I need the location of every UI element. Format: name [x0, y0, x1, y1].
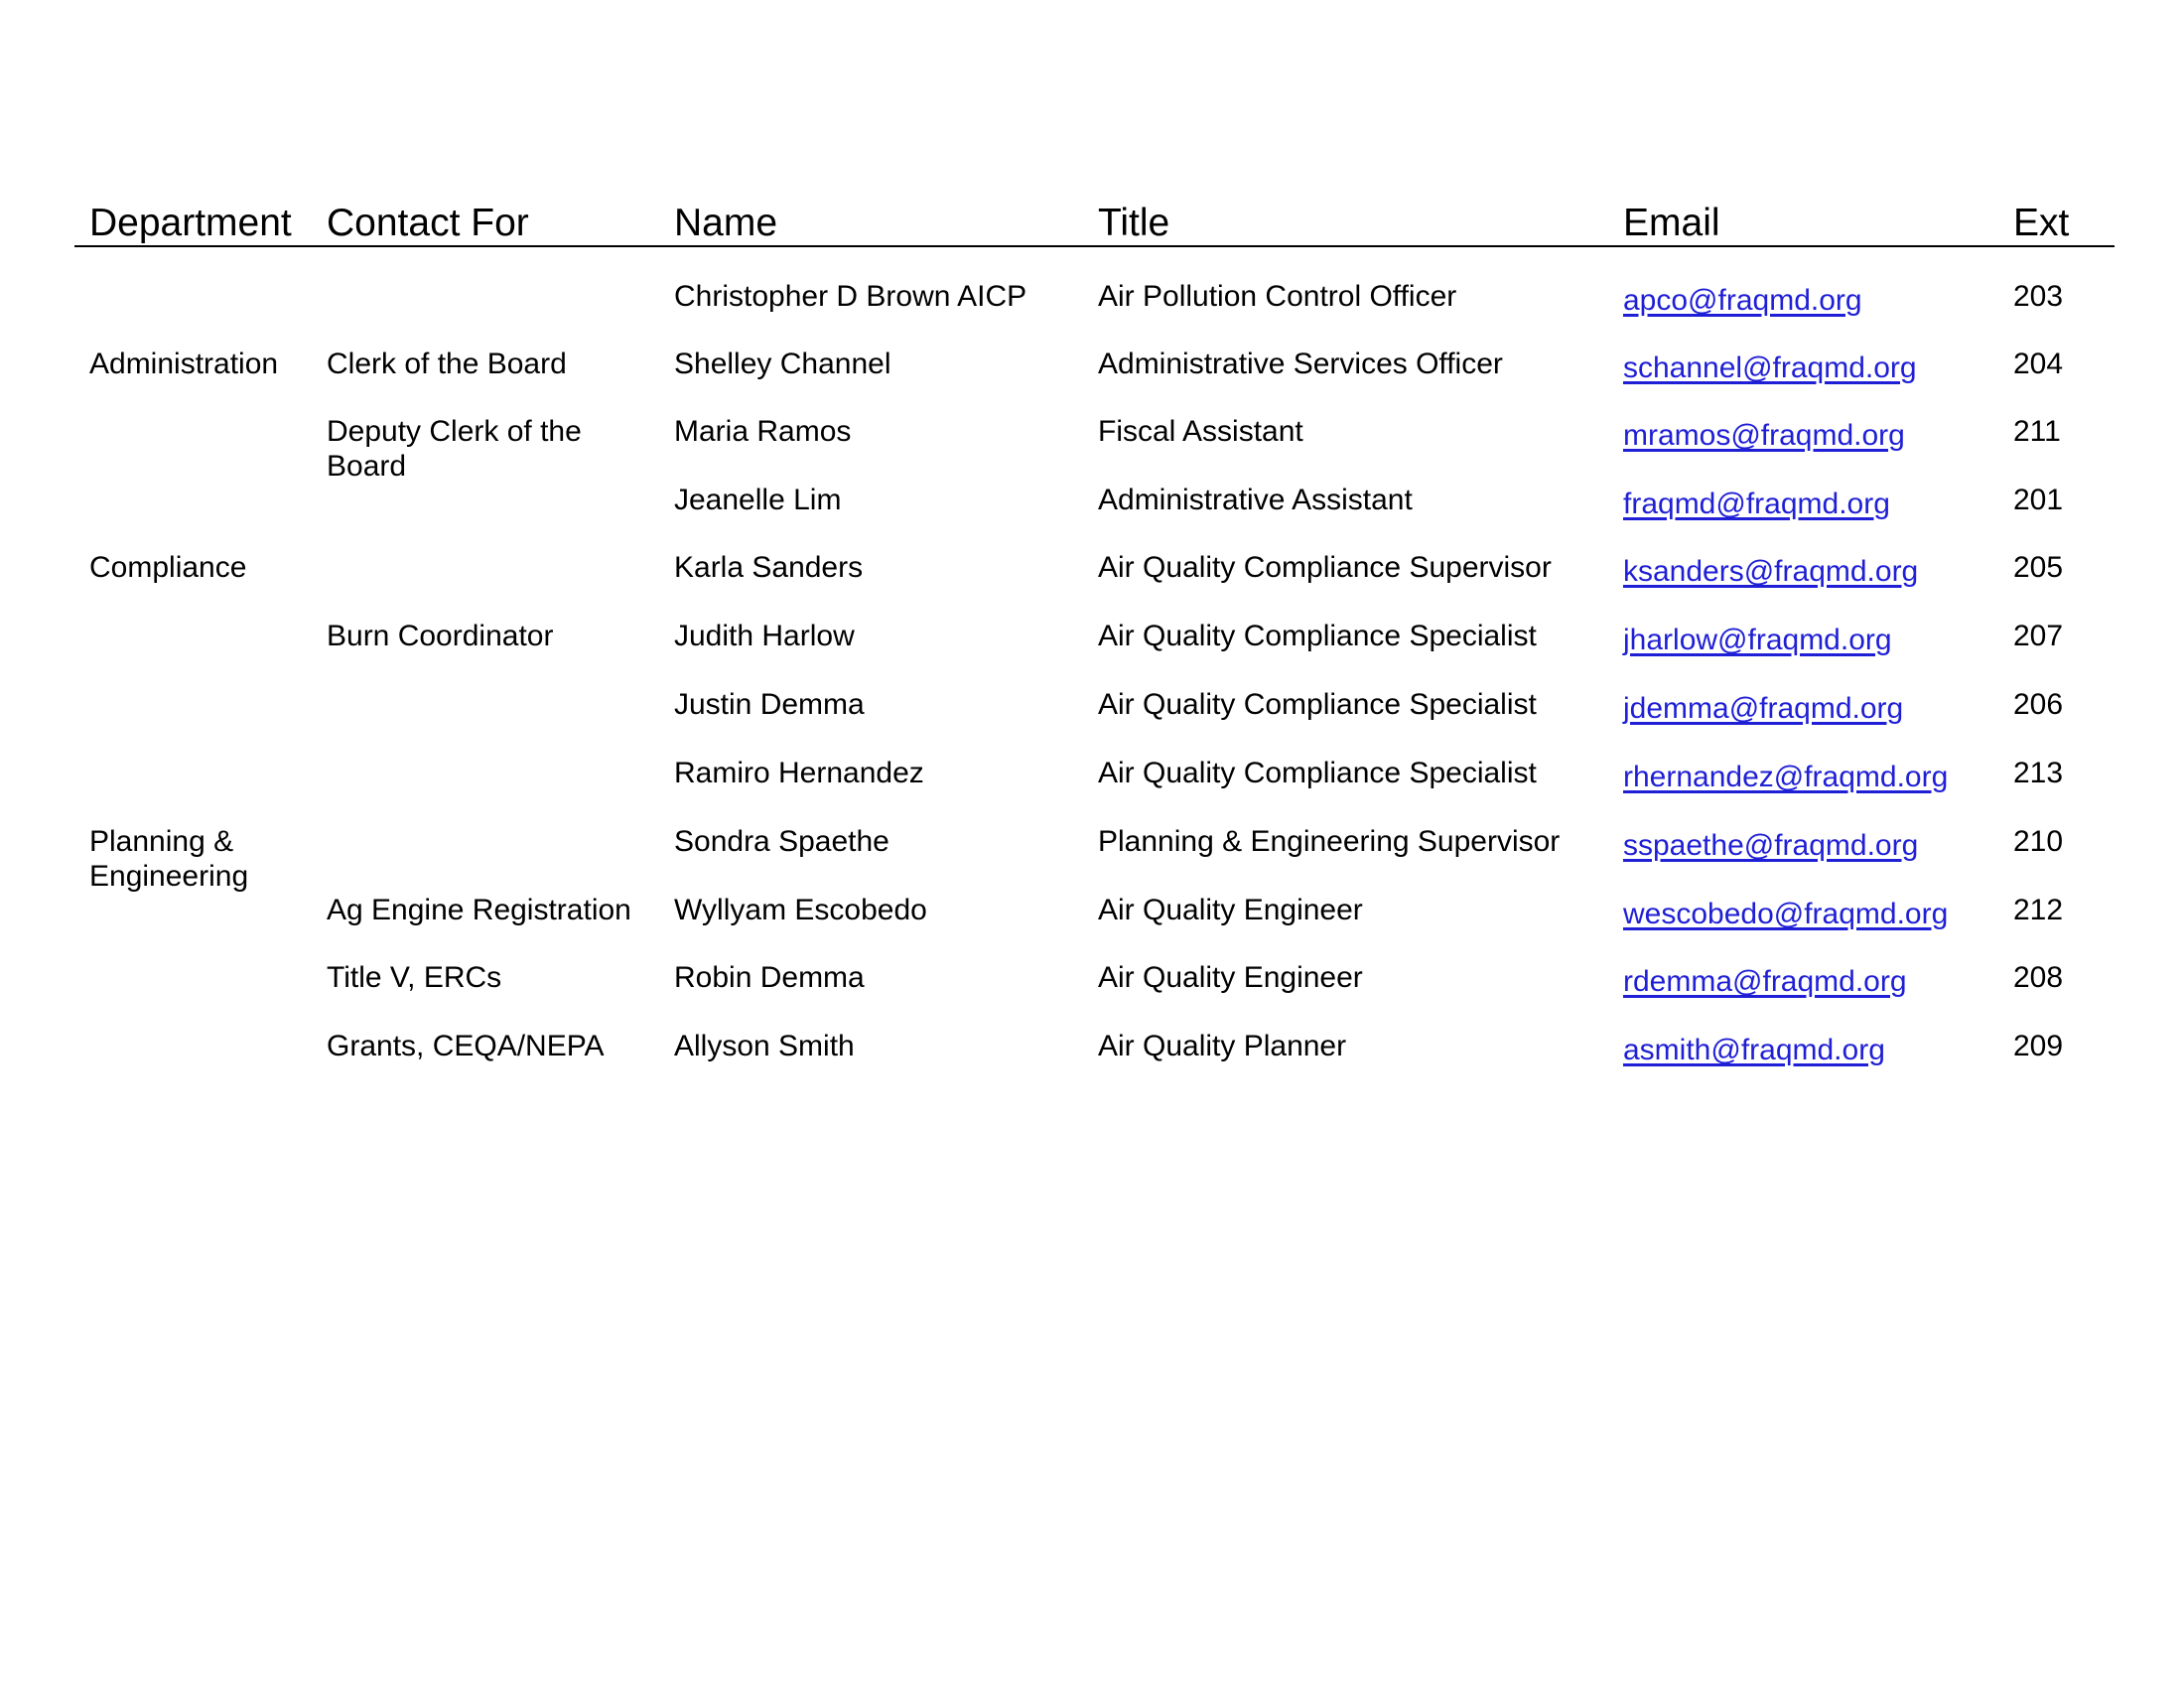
email-link[interactable]: apco@fraqmd.org — [1623, 284, 1862, 317]
email-link[interactable]: rhernandez@fraqmd.org — [1623, 761, 1949, 793]
ext-cell: 201 — [2013, 484, 2064, 516]
name-cell: Maria Ramos — [674, 415, 852, 448]
table-row — [0, 1029, 2184, 1096]
ext-cell: 212 — [2013, 894, 2064, 926]
name-cell: Shelley Channel — [674, 348, 891, 380]
ext-cell: 206 — [2013, 688, 2064, 721]
email-link[interactable]: mramos@fraqmd.org — [1623, 419, 1905, 452]
email-link[interactable]: jdemma@fraqmd.org — [1623, 692, 1904, 725]
email-link[interactable]: rdemma@fraqmd.org — [1623, 965, 1907, 998]
header-email: Email — [1623, 202, 1720, 244]
department-cell: Administration — [89, 348, 279, 380]
ext-cell: 208 — [2013, 961, 2064, 994]
header-title: Title — [1098, 202, 1170, 244]
table-row — [0, 483, 2184, 550]
title-cell: Air Quality Compliance Specialist — [1098, 620, 1537, 652]
table-row — [0, 960, 2184, 1028]
title-cell: Air Quality Compliance Supervisor — [1098, 551, 1552, 584]
name-cell: Robin Demma — [674, 961, 865, 994]
header-contact-for: Contact For — [327, 202, 529, 244]
table-row — [0, 619, 2184, 686]
header-department: Department — [89, 202, 292, 244]
name-cell: Ramiro Hernandez — [674, 757, 924, 789]
contact-for-cell: Clerk of the Board — [327, 348, 567, 380]
ext-cell: 210 — [2013, 825, 2064, 858]
department-cell: Compliance — [89, 551, 247, 584]
ext-cell: 205 — [2013, 551, 2064, 584]
header-name: Name — [674, 202, 778, 244]
ext-cell: 207 — [2013, 620, 2064, 652]
name-cell: Karla Sanders — [674, 551, 864, 584]
ext-cell: 213 — [2013, 757, 2064, 789]
ext-cell: 204 — [2013, 348, 2064, 380]
table-row — [0, 279, 2184, 347]
email-link[interactable]: jharlow@fraqmd.org — [1623, 624, 1892, 656]
title-cell: Air Quality Compliance Specialist — [1098, 757, 1537, 789]
contact-for-cell: Burn Coordinator — [327, 620, 554, 652]
ext-cell: 203 — [2013, 280, 2064, 313]
ext-cell: 209 — [2013, 1030, 2064, 1062]
email-link[interactable]: sspaethe@fraqmd.org — [1623, 829, 1919, 862]
name-cell: Jeanelle Lim — [674, 484, 842, 516]
contact-for-cell: Grants, CEQA/NEPA — [327, 1030, 605, 1062]
email-link[interactable]: asmith@fraqmd.org — [1623, 1034, 1885, 1066]
name-cell: Wyllyam Escobedo — [674, 894, 927, 926]
ext-cell: 211 — [2013, 415, 2061, 448]
name-cell: Justin Demma — [674, 688, 865, 721]
table-row — [0, 893, 2184, 960]
table-row — [0, 824, 2184, 892]
title-cell: Air Quality Engineer — [1098, 961, 1363, 994]
name-cell: Christopher D Brown AICP — [674, 280, 1027, 313]
email-link[interactable]: ksanders@fraqmd.org — [1623, 555, 1919, 588]
contact-for-cell: Deputy Clerk of the Board — [327, 415, 582, 483]
contact-for-cell: Title V, ERCs — [327, 961, 502, 994]
table-row — [0, 550, 2184, 618]
table-row — [0, 756, 2184, 823]
title-cell: Air Quality Engineer — [1098, 894, 1363, 926]
title-cell: Administrative Services Officer — [1098, 348, 1503, 380]
title-cell: Planning & Engineering Supervisor — [1098, 825, 1561, 858]
title-cell: Air Quality Compliance Specialist — [1098, 688, 1537, 721]
table-row — [0, 687, 2184, 755]
email-link[interactable]: wescobedo@fraqmd.org — [1623, 898, 1949, 930]
contact-for-cell: Ag Engine Registration — [327, 894, 631, 926]
email-link[interactable]: fraqmd@fraqmd.org — [1623, 488, 1890, 520]
name-cell: Judith Harlow — [674, 620, 855, 652]
name-cell: Sondra Spaethe — [674, 825, 889, 858]
title-cell: Air Quality Planner — [1098, 1030, 1347, 1062]
name-cell: Allyson Smith — [674, 1030, 855, 1062]
title-cell: Fiscal Assistant — [1098, 415, 1303, 448]
department-cell: Planning & Engineering — [89, 825, 249, 893]
header-ext: Ext — [2013, 202, 2070, 244]
email-link[interactable]: schannel@fraqmd.org — [1623, 352, 1917, 384]
title-cell: Air Pollution Control Officer — [1098, 280, 1457, 313]
title-cell: Administrative Assistant — [1098, 484, 1413, 516]
table-row — [0, 414, 2184, 482]
table-row — [0, 347, 2184, 414]
